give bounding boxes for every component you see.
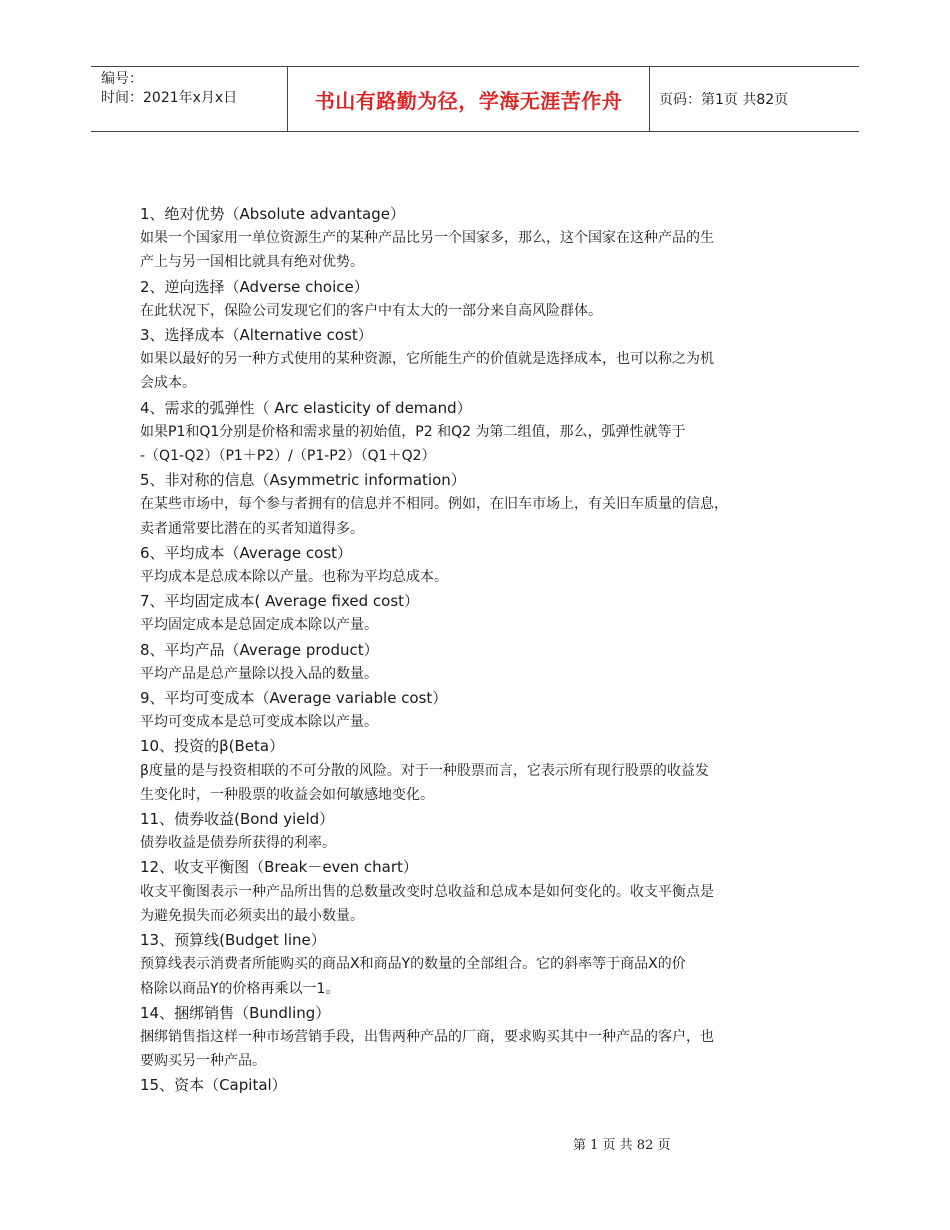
glossary-definition-line: 平均成本是总成本除以产量。也称为平均总成本。 (140, 569, 448, 586)
page-info-text: 页码：第1页 共82页 (659, 92, 789, 108)
glossary-definition-line: 如果一个国家用一单位资源生产的某种产品比另一个国家多，那么，这个国家在这种产品的生 (140, 230, 714, 247)
glossary-term: 12、收支平衡图（Break－even chart） (140, 858, 418, 877)
glossary-definition-line: 预算线表示消费者所能购买的商品X和商品Y的数量的全部组合。它的斜率等于商品X的价 (140, 956, 686, 973)
glossary-term: 5、非对称的信息（Asymmetric information） (140, 471, 466, 490)
glossary-term: 14、捆绑销售（Bundling） (140, 1003, 331, 1022)
glossary-term: 7、平均固定成本( Average fixed cost） (140, 592, 420, 611)
glossary-definition-line: 产上与另一国相比就具有绝对优势。 (140, 254, 364, 271)
glossary-definition-line: 如果以最好的另一种方式使用的某种资源，它所能生产的价值就是选择成本，也可以称之为机 (140, 351, 714, 368)
glossary-definition-line: 格除以商品Y的价格再乘以一1。 (140, 980, 340, 997)
glossary-definition-line: 收支平衡图表示一种产品所出售的总数量改变时总收益和总成本是如何变化的。收支平衡点是 (140, 883, 714, 900)
glossary-definition-line: 在此状况下，保险公司发现它们的客户中有太大的一部分来自高风险群体。 (140, 302, 602, 319)
glossary-term: 10、投资的β(Beta） (140, 737, 285, 756)
glossary-definition-line: 在某些市场中，每个参与者拥有的信息并不相同。例如，在旧车市场上，有关旧车质量的信息， (140, 496, 728, 513)
glossary-definition-line: 捆绑销售指这样一种市场营销手段，出售两种产品的厂商，要求购买其中一种产品的客户，也 (140, 1028, 714, 1045)
glossary-definition-line: 会成本。 (140, 375, 196, 392)
document-header (91, 66, 859, 132)
glossary-definition-line: 平均产品是总产量除以投入品的数量。 (140, 665, 378, 682)
glossary-definition-line: 生变化时，一种股票的收益会如何敏感地变化。 (140, 786, 434, 803)
glossary-term: 2、逆向选择（Adverse choice） (140, 277, 369, 296)
time-label: 时间：2021年x月x日 (101, 90, 238, 106)
glossary-definition-line: 债券收益是债券所获得的利率。 (140, 835, 336, 852)
glossary-definition-line: -（Q1-Q2）（P1＋P2）/（P1-P2）（Q1＋Q2） (140, 448, 436, 465)
glossary-term: 9、平均可变成本（Average variable cost） (140, 689, 448, 708)
number-label: 编号： (101, 71, 143, 87)
glossary-definition-line: 为避免损失而必须卖出的最小数量。 (140, 907, 364, 924)
page-info-cell (650, 67, 859, 131)
glossary-definition-line: β度量的是与投资相联的不可分散的风险。对于一种股票而言，它表示所有现行股票的收益发 (140, 762, 709, 779)
glossary-definition-line: 要购买另一种产品。 (140, 1053, 266, 1070)
glossary-term: 11、债券收益(Bond yield） (140, 810, 335, 829)
glossary-body (140, 202, 830, 1098)
glossary-term: 4、需求的弧弹性（ Arc elasticity of demand） (140, 398, 472, 417)
slogan-text: 书山有路勤为径，学海无涯苦作舟 (314, 88, 623, 113)
glossary-definition-line: 平均可变成本是总可变成本除以产量。 (140, 714, 378, 731)
slogan-cell (287, 67, 650, 131)
glossary-term: 6、平均成本（Average cost） (140, 543, 353, 562)
glossary-term: 8、平均产品（Average product） (140, 640, 379, 659)
glossary-definition-line: 如果P1和Q1分别是价格和需求量的初始值，P2 和Q2 为第二组值，那么，弧弹性就等于 (140, 423, 686, 440)
glossary-term: 15、资本（Capital） (140, 1076, 287, 1095)
glossary-term: 1、绝对优势（Absolute advantage） (140, 205, 405, 223)
glossary-definition-line: 卖者通常要比潜在的买者知道得多。 (140, 520, 364, 537)
glossary-definition-line: 平均固定成本是总固定成本除以产量。 (140, 617, 378, 634)
glossary-term: 3、选择成本（Alternative cost） (140, 326, 373, 345)
header-meta-cell (91, 67, 287, 131)
page-footer: 第 1 页 共 82 页 (573, 1138, 671, 1153)
glossary-term: 13、预算线(Budget line） (140, 931, 326, 950)
